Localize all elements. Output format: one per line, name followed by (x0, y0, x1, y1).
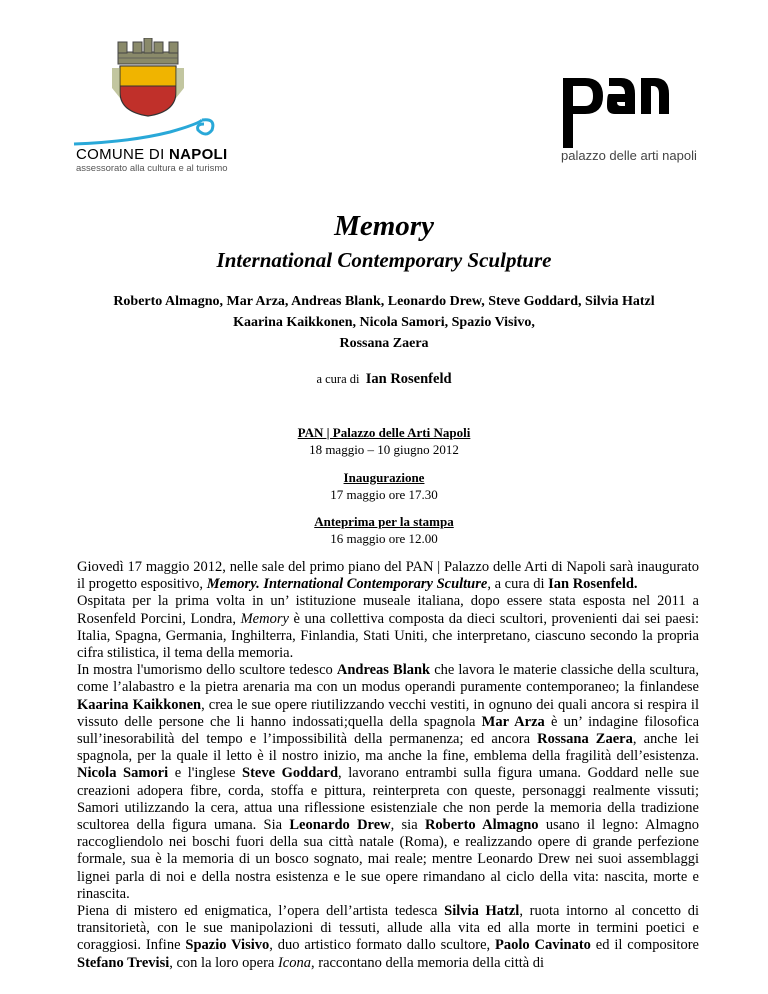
wave-swirl-icon (70, 114, 220, 148)
document-title: Memory (334, 210, 434, 242)
pan-logo (545, 60, 725, 180)
opening-heading: Inaugurazione (343, 470, 425, 485)
artists-line: Kaarina Kaikkonen, Nicola Samori, Spazio Visivo, (233, 315, 535, 330)
venue-block (0, 424, 768, 458)
pan-mark-icon (563, 68, 673, 148)
paragraph: Ospitata per la prima volta in un’ istituzione museale italiana, dopo essere stata esposta nel 2011 a Rosenfeld Porcini, Londra, Memory è una collettiva composta da dieci scultori, provenienti dai sei paesi: Italia, Spagna, Germania, Inghilterra, Finlandia, Stati Uniti, che interpretano, ciascuno secondo la propria cifra stilistica, il tema della memoria. (77, 593, 699, 662)
artists-list (40, 291, 728, 354)
press-preview-block (0, 513, 768, 547)
paragraph: In mostra l'umorismo dello scultore tedesco Andreas Blank che lavora le materie classiche della scultura, come l’alabastro e la pietra arenaria ma con un modus operandi puramente contemporaneo; la finlandese Kaarina Kaikkonen, crea le sue opere riutilizzando vecchi vestiti, in ognuno dei quali ancora si respira il vissuto delle persone che li hanno indossati;quella della spagnola Mar Arza è un’ indagine filosofica sull’inesorabilità del tempo e l’impossibilità della permanenza; ed ancora Rossana Zaera, anche lei spagnola, per la quale il letto è il nostro inizio, ma anche la fine, emblema della fragilità dell’esistenza. Nicola Samori e l'inglese Steve Goddard, lavorano entrambi sulla figura umana. Goddard nelle sue creazioni adopera fibre, corda, stoffa e pittura, reinterpreta con queste, personaggi realmente vissuti; Samori utilizzando la cera, attua una riflessione esistenziale che non perde la memoria della tradizione scultorea della figura umana. Sia Leonardo Drew, sia Roberto Almagno usano il legno: Almagno raccogliendolo nei boschi fuori della sua città natale (Roma), e realizzando opere di grande perfezione formale, sua è la memoria di un bosco sognato, mai reale; mentre Leonardo Drew nei suoi assemblaggi lignei parla di noi e della nostra esistenza e le sue opere rimandano al ciclo della vita: nascita, morte e rinascita. (77, 662, 700, 902)
comune-di-napoli-logo (70, 38, 230, 178)
paragraph: Giovedì 17 maggio 2012, nelle sale del primo piano del PAN | Palazzo delle Arti di Napoli sarà inaugurato il progetto espositivo, Memory. International Contemporary Sculture, a cura di Ian Rosenfeld. (77, 559, 699, 593)
opening-date: 17 maggio ore 17.30 (330, 487, 438, 502)
artists-line: Roberto Almagno, Mar Arza, Andreas Blank, Leonardo Drew, Steve Goddard, Silvia Hatzl (113, 294, 655, 309)
press-preview-date: 16 maggio ore 12.00 (330, 531, 438, 546)
curator-name: Ian Rosenfeld (365, 371, 452, 387)
press-release-body (77, 559, 699, 972)
comune-subtitle: assessorato alla cultura e al turismo (76, 163, 228, 174)
venue-dates: 18 maggio – 10 giugno 2012 (309, 442, 459, 457)
pan-caption: palazzo delle arti napoli (561, 148, 697, 163)
curator-line (0, 371, 768, 388)
press-preview-heading: Anteprima per la stampa (314, 514, 454, 529)
comune-name: COMUNE DI NAPOLI (76, 146, 228, 163)
napoli-crest-icon (108, 38, 188, 118)
curator-prefix: a cura di (316, 372, 360, 386)
artists-line: Rossana Zaera (339, 336, 429, 351)
opening-block (0, 469, 768, 503)
paragraph: Piena di mistero ed enigmatica, l’opera dell’artista tedesca Silvia Hatzl, ruota intorno al concetto di transitorietà, con le sue manipolazioni di tessuti, allude alla vita ed alla morte in termini poetici e coraggiosi. Infine Spazio Visivo, duo artistico formato dallo scultore, Paolo Cavinato ed il compositore Stefano Trevisi, con la loro opera Icona, raccontano della memoria della città di (77, 903, 699, 971)
document-subtitle: International Contemporary Sculpture (216, 248, 552, 272)
venue-heading: PAN | Palazzo delle Arti Napoli (297, 425, 471, 440)
